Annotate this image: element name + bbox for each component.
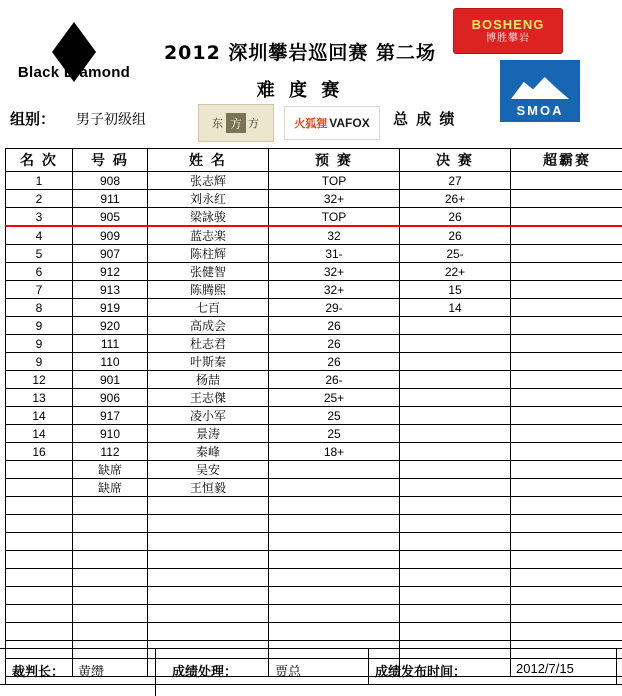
table-cell-pre[interactable] — [269, 623, 400, 641]
table-cell-fin[interactable] — [400, 425, 511, 443]
table-cell-pre[interactable]: 29- — [269, 299, 400, 317]
table-cell-name[interactable]: 张健智 — [148, 263, 269, 281]
table-cell-num[interactable]: 908 — [73, 172, 148, 190]
table-cell-name[interactable]: 景涛 — [148, 425, 269, 443]
table-cell-fin[interactable]: 26 — [400, 226, 511, 245]
table-cell-pre[interactable]: TOP — [269, 208, 400, 227]
table-row — [6, 407, 622, 425]
table-cell-name[interactable] — [148, 605, 269, 623]
table-cell-rank[interactable]: 13 — [6, 389, 73, 407]
table-cell-fin[interactable] — [400, 443, 511, 461]
table-cell-num[interactable] — [73, 515, 148, 533]
table-cell-rank[interactable]: 4 — [6, 226, 73, 245]
table-cell-pre[interactable]: 32+ — [269, 281, 400, 299]
table-cell-rank[interactable] — [6, 497, 73, 515]
table-cell-rank[interactable] — [6, 533, 73, 551]
table-cell-pre[interactable]: 32+ — [269, 190, 400, 208]
results-table — [5, 148, 622, 677]
table-cell-name[interactable]: 杨喆 — [148, 371, 269, 389]
footer-bottom-rule — [0, 684, 622, 685]
table-row — [6, 551, 622, 569]
table-cell-name[interactable]: 王志傑 — [148, 389, 269, 407]
page-title: 2012 深圳攀岩巡回赛 第二场 — [163, 42, 437, 64]
table-cell-num[interactable]: 112 — [73, 443, 148, 461]
column-header: 决 赛 — [400, 149, 511, 172]
table-cell-rank[interactable]: 12 — [6, 371, 73, 389]
table-cell-pre[interactable] — [269, 587, 400, 605]
table-cell-pre[interactable]: 26- — [269, 371, 400, 389]
table-cell-fin[interactable]: 22+ — [400, 263, 511, 281]
table-row — [6, 461, 622, 479]
page-subtitle: 难 度 赛 — [256, 80, 344, 101]
table-row — [6, 317, 622, 335]
table-cell-fin[interactable]: 14 — [400, 299, 511, 317]
table-cell-sup[interactable] — [511, 263, 622, 281]
table-cell-pre[interactable] — [269, 533, 400, 551]
table-row — [6, 479, 622, 497]
table-cell-num[interactable] — [73, 497, 148, 515]
table-cell-sup[interactable] — [511, 389, 622, 407]
table-cell-name[interactable] — [148, 551, 269, 569]
total-score-label: 总 成 绩 — [393, 111, 457, 128]
black-diamond-logo — [6, 12, 142, 90]
table-cell-rank[interactable] — [6, 587, 73, 605]
table-cell-rank[interactable] — [6, 569, 73, 587]
table-cell-num[interactable] — [73, 587, 148, 605]
table-cell-sup[interactable] — [511, 172, 622, 190]
table-cell-sup[interactable] — [511, 226, 622, 245]
table-cell-fin[interactable]: 26 — [400, 208, 511, 227]
smoa-logo-text: SMOA — [516, 103, 564, 118]
table-cell-rank[interactable]: 9 — [6, 353, 73, 371]
table-cell-num[interactable] — [73, 533, 148, 551]
group-value: 男子初级组 — [76, 111, 146, 127]
bosheng-logo — [453, 8, 563, 54]
table-cell-name[interactable]: 杜志君 — [148, 335, 269, 353]
table-cell-sup[interactable] — [511, 425, 622, 443]
table-cell-num[interactable]: 917 — [73, 407, 148, 425]
table-cell-pre[interactable] — [269, 479, 400, 497]
table-cell-name[interactable]: 陈柱辉 — [148, 245, 269, 263]
table-cell-name[interactable]: 蓝志楽 — [148, 226, 269, 245]
table-cell-name[interactable]: 梁詠骏 — [148, 208, 269, 227]
vafox-logo-text: VAFOX — [329, 116, 370, 130]
table-cell-name[interactable]: 刘永红 — [148, 190, 269, 208]
table-cell-num[interactable] — [73, 551, 148, 569]
table-row — [6, 226, 622, 245]
table-cell-pre[interactable]: 26 — [269, 335, 400, 353]
table-cell-fin[interactable] — [400, 515, 511, 533]
table-row — [6, 497, 622, 515]
table-cell-pre[interactable] — [269, 461, 400, 479]
dongfang-logo — [198, 104, 274, 142]
table-cell-num[interactable]: 905 — [73, 208, 148, 227]
table-cell-name[interactable] — [148, 515, 269, 533]
table-row — [6, 587, 622, 605]
table-cell-sup[interactable] — [511, 479, 622, 497]
table-cell-pre[interactable]: 26 — [269, 353, 400, 371]
table-row — [6, 190, 622, 208]
table-row — [6, 605, 622, 623]
table-cell-name[interactable]: 陈腾熙 — [148, 281, 269, 299]
dongfang-logo-right: 方 — [248, 118, 260, 130]
table-row — [6, 425, 622, 443]
table-cell-name[interactable]: 秦峰 — [148, 443, 269, 461]
table-cell-name[interactable] — [148, 497, 269, 515]
table-cell-num[interactable]: 907 — [73, 245, 148, 263]
table-cell-rank[interactable]: 14 — [6, 425, 73, 443]
table-cell-num[interactable]: 110 — [73, 353, 148, 371]
table-cell-sup[interactable] — [511, 335, 622, 353]
table-cell-sup[interactable] — [511, 605, 622, 623]
table-cell-rank[interactable]: 5 — [6, 245, 73, 263]
diamond-icon — [52, 22, 96, 52]
table-cell-rank[interactable]: 6 — [6, 263, 73, 281]
table-cell-sup[interactable] — [511, 371, 622, 389]
table-cell-pre[interactable] — [269, 569, 400, 587]
table-cell-rank[interactable]: 2 — [6, 190, 73, 208]
footer-cells — [0, 648, 622, 684]
table-row — [6, 371, 622, 389]
column-header: 超霸赛 — [511, 149, 622, 172]
table-cell-name[interactable]: 凌小军 — [148, 407, 269, 425]
table-cell-fin[interactable] — [400, 569, 511, 587]
chief-judge-label: 裁判长： — [12, 664, 65, 679]
table-cell-num[interactable]: 909 — [73, 226, 148, 245]
table-cell-name[interactable]: 王恒毅 — [148, 479, 269, 497]
result-processor-label: 成绩处理： — [172, 664, 238, 679]
table-cell-num[interactable]: 111 — [73, 335, 148, 353]
table-cell-pre[interactable] — [269, 515, 400, 533]
table-cell-fin[interactable] — [400, 605, 511, 623]
table-cell-num[interactable]: 缺席 — [73, 461, 148, 479]
table-cell-name[interactable]: 叶斯秦 — [148, 353, 269, 371]
result-processor-value: 贾总 — [275, 664, 302, 679]
table-row — [6, 335, 622, 353]
table-cell-sup[interactable] — [511, 208, 622, 227]
table-row — [6, 208, 622, 227]
table-cell-rank[interactable]: 9 — [6, 335, 73, 353]
dongfang-logo-left: 东 — [212, 118, 224, 130]
table-cell-fin[interactable]: 25- — [400, 245, 511, 263]
sheet-header — [0, 0, 622, 148]
table-cell-num[interactable]: 920 — [73, 317, 148, 335]
flame-icon: 火狐狸 — [294, 118, 328, 130]
table-cell-sup[interactable] — [511, 551, 622, 569]
table-row — [6, 263, 622, 281]
table-cell-num[interactable] — [73, 605, 148, 623]
table-cell-num[interactable]: 913 — [73, 281, 148, 299]
table-cell-rank[interactable]: 7 — [6, 281, 73, 299]
table-cell-name[interactable]: 七百 — [148, 299, 269, 317]
table-cell-sup[interactable] — [511, 245, 622, 263]
chief-judge-value: 黄缵 — [78, 664, 105, 679]
table-cell-num[interactable]: 919 — [73, 299, 148, 317]
table-cell-fin[interactable] — [400, 335, 511, 353]
table-cell-name[interactable]: 吴安 — [148, 461, 269, 479]
table-cell-fin[interactable]: 15 — [400, 281, 511, 299]
table-cell-num[interactable] — [73, 569, 148, 587]
table-cell-rank[interactable] — [6, 461, 73, 479]
table-cell-pre[interactable]: 31- — [269, 245, 400, 263]
table-cell-fin[interactable] — [400, 479, 511, 497]
table-cell-name[interactable]: 高成会 — [148, 317, 269, 335]
table-cell-fin[interactable] — [400, 371, 511, 389]
table-row — [6, 443, 622, 461]
table-cell-pre[interactable]: 32+ — [269, 263, 400, 281]
table-cell-rank[interactable]: 8 — [6, 299, 73, 317]
table-cell-fin[interactable]: 26+ — [400, 190, 511, 208]
table-row — [6, 515, 622, 533]
table-row — [6, 281, 622, 299]
table-cell-sup[interactable] — [511, 515, 622, 533]
column-header: 预 赛 — [269, 149, 400, 172]
table-cell-num[interactable]: 910 — [73, 425, 148, 443]
table-cell-sup[interactable] — [511, 623, 622, 641]
table-cell-num[interactable]: 缺席 — [73, 479, 148, 497]
table-cell-sup[interactable] — [511, 569, 622, 587]
bosheng-logo-cn: 博胜攀岩 — [486, 33, 530, 44]
vafox-logo — [284, 106, 380, 140]
table-cell-pre[interactable]: 18+ — [269, 443, 400, 461]
table-cell-rank[interactable] — [6, 479, 73, 497]
bosheng-logo-en: BOSHENG — [471, 17, 545, 32]
table-cell-sup[interactable] — [511, 533, 622, 551]
table-cell-num[interactable]: 912 — [73, 263, 148, 281]
table-cell-fin[interactable] — [400, 461, 511, 479]
table-cell-pre[interactable]: 26 — [269, 317, 400, 335]
table-cell-pre[interactable]: 32 — [269, 226, 400, 245]
table-cell-sup[interactable] — [511, 317, 622, 335]
column-header: 名 次 — [6, 149, 73, 172]
table-cell-fin[interactable] — [400, 587, 511, 605]
table-cell-pre[interactable] — [269, 497, 400, 515]
table-cell-fin[interactable] — [400, 533, 511, 551]
table-cell-name[interactable]: 张志辉 — [148, 172, 269, 190]
footer-divider — [155, 684, 156, 696]
table-cell-rank[interactable] — [6, 623, 73, 641]
table-cell-fin[interactable] — [400, 353, 511, 371]
table-cell-name[interactable] — [148, 587, 269, 605]
table-cell-pre[interactable]: 25 — [269, 425, 400, 443]
table-cell-num[interactable]: 901 — [73, 371, 148, 389]
table-cell-num[interactable] — [73, 623, 148, 641]
table-cell-pre[interactable]: 25 — [269, 407, 400, 425]
table-cell-sup[interactable] — [511, 353, 622, 371]
table-cell-rank[interactable] — [6, 551, 73, 569]
table-row — [6, 623, 622, 641]
column-header: 号 码 — [73, 149, 148, 172]
black-diamond-logo-text: Black Diamond — [17, 63, 131, 81]
publish-time-value: 2012/7/15 — [516, 661, 574, 676]
table-cell-rank[interactable]: 14 — [6, 407, 73, 425]
table-cell-sup[interactable] — [511, 281, 622, 299]
table-cell-rank[interactable] — [6, 605, 73, 623]
table-row — [6, 353, 622, 371]
mountain-icon — [511, 77, 569, 99]
table-cell-fin[interactable] — [400, 407, 511, 425]
table-cell-num[interactable]: 911 — [73, 190, 148, 208]
table-row — [6, 389, 622, 407]
table-cell-sup[interactable] — [511, 497, 622, 515]
table-cell-num[interactable]: 906 — [73, 389, 148, 407]
publish-time-label: 成绩发布时间： — [375, 664, 467, 679]
table-row — [6, 533, 622, 551]
table-row — [6, 245, 622, 263]
table-cell-name[interactable] — [148, 569, 269, 587]
table-cell-rank[interactable]: 16 — [6, 443, 73, 461]
table-cell-sup[interactable] — [511, 407, 622, 425]
sheet-footer — [0, 648, 622, 696]
table-cell-sup[interactable] — [511, 461, 622, 479]
table-row — [6, 299, 622, 317]
table-cell-pre[interactable] — [269, 605, 400, 623]
table-cell-sup[interactable] — [511, 587, 622, 605]
table-cell-pre[interactable]: TOP — [269, 172, 400, 190]
table-cell-fin[interactable] — [400, 317, 511, 335]
table-cell-fin[interactable] — [400, 389, 511, 407]
table-cell-fin[interactable] — [400, 551, 511, 569]
table-cell-sup[interactable] — [511, 443, 622, 461]
table-row — [6, 569, 622, 587]
dongfang-logo-mark: 方 — [226, 113, 246, 133]
table-cell-sup[interactable] — [511, 190, 622, 208]
table-cell-rank[interactable]: 9 — [6, 317, 73, 335]
group-label: 组别： — [10, 111, 56, 128]
table-cell-name[interactable] — [148, 533, 269, 551]
table-header-row — [6, 149, 622, 172]
table-cell-rank[interactable] — [6, 515, 73, 533]
column-header: 姓 名 — [148, 149, 269, 172]
table-row — [6, 172, 622, 190]
table-cell-fin[interactable] — [400, 497, 511, 515]
table-cell-rank[interactable]: 1 — [6, 172, 73, 190]
table-cell-sup[interactable] — [511, 299, 622, 317]
table-cell-pre[interactable]: 25+ — [269, 389, 400, 407]
table-cell-name[interactable] — [148, 623, 269, 641]
table-cell-fin[interactable] — [400, 623, 511, 641]
table-cell-fin[interactable]: 27 — [400, 172, 511, 190]
table-cell-rank[interactable]: 3 — [6, 208, 73, 227]
table-cell-pre[interactable] — [269, 551, 400, 569]
